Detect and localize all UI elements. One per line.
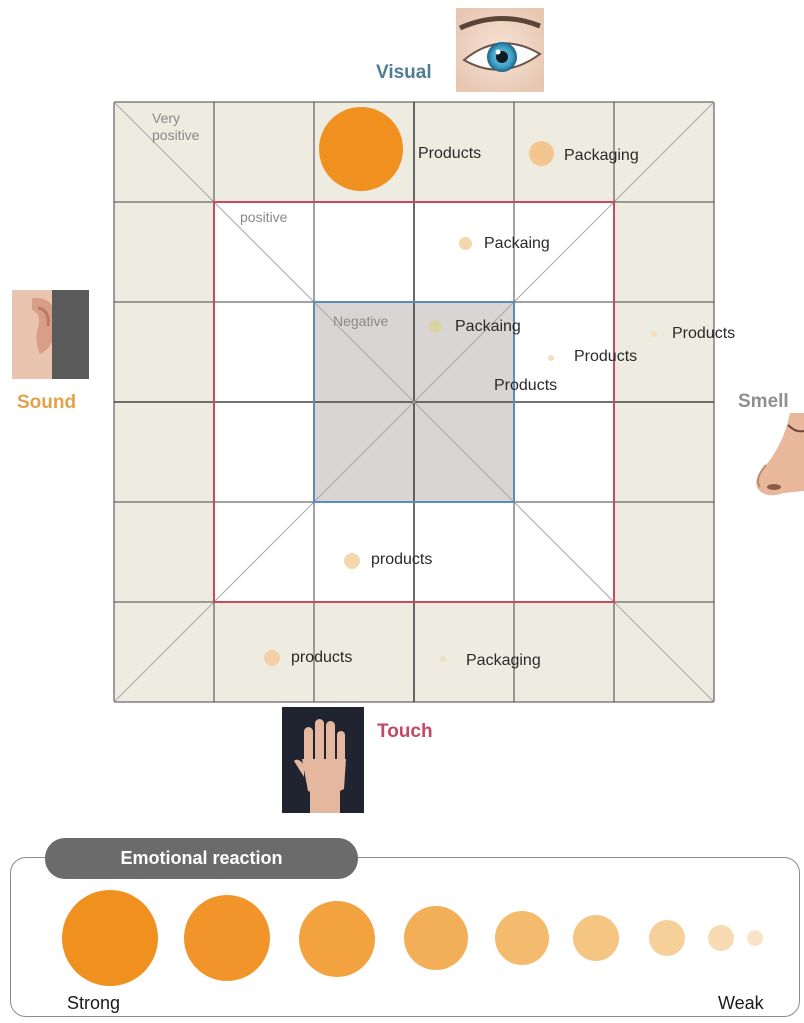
visual-products-label: Products <box>418 145 482 162</box>
visual-packaging-label: Packaging <box>564 147 639 164</box>
legend-weak-label: Weak <box>718 993 764 1013</box>
legend-dot-6 <box>573 915 619 961</box>
sense-label-touch: Touch <box>377 721 433 742</box>
legend-dot-2 <box>184 895 270 981</box>
visual-positive-packaging-dot <box>459 237 472 250</box>
legend-title: Emotional reaction <box>45 838 358 879</box>
eye-icon <box>456 8 544 92</box>
zone-label-very-positive: Very positive <box>152 110 200 143</box>
ear-icon <box>12 290 89 379</box>
touch-very-positive-packaging-label: Packaging <box>466 652 541 669</box>
smell-positive-products-dot <box>548 355 554 361</box>
visual-positive-packaging-label: Packaing <box>484 235 550 252</box>
legend-dot-9 <box>747 930 763 946</box>
touch-positive-products-dot <box>344 553 360 569</box>
smell-positive-products-label: Products <box>574 348 638 365</box>
touch-positive-products-label: products <box>371 551 433 568</box>
sense-label-sound: Sound <box>17 392 77 413</box>
legend-dot-5 <box>495 911 549 965</box>
smell-very-positive-products-dot <box>651 331 657 337</box>
touch-very-positive-products-dot <box>264 650 280 666</box>
legend-strong-label: Strong <box>67 993 121 1013</box>
nose-icon <box>744 413 804 503</box>
touch-very-positive-products-label: products <box>291 649 353 666</box>
visual-negative-packaging-dot <box>429 320 442 333</box>
legend-dot-3 <box>299 901 375 977</box>
zone-label-negative: Negative <box>333 313 389 329</box>
zone-label-positive: positive <box>240 209 288 225</box>
visual-products-dot <box>319 107 403 191</box>
legend-dot-1 <box>62 890 158 986</box>
smell-negative-products-label: Products <box>494 377 558 394</box>
sense-label-visual: Visual <box>376 62 432 83</box>
sense-label-smell: Smell <box>738 391 789 412</box>
legend-dot-4 <box>404 906 468 970</box>
smell-very-positive-products-label: Products <box>672 325 736 342</box>
legend-dot-8 <box>708 925 734 951</box>
visual-negative-packaging-label: Packaing <box>455 318 521 335</box>
visual-packaging-dot <box>529 141 554 166</box>
hand-icon <box>282 707 364 813</box>
legend-dot-7 <box>649 920 685 956</box>
touch-very-positive-packaging-dot <box>440 656 446 662</box>
